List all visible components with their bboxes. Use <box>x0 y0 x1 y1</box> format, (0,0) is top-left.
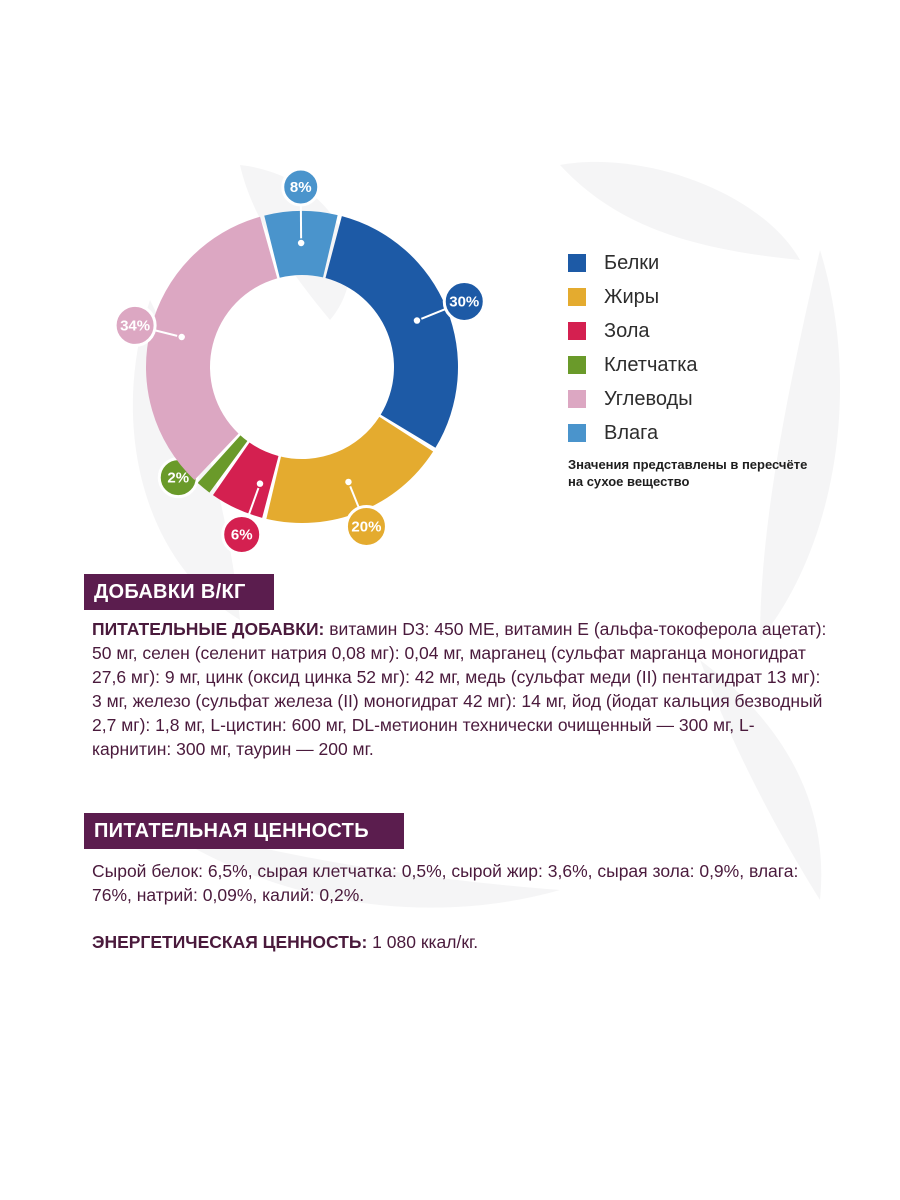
value-label-fiber: 2% <box>167 469 190 487</box>
connector-dot-carbs <box>178 333 186 341</box>
connector-dot-moisture <box>297 239 305 247</box>
legend-item-protein <box>568 246 698 280</box>
legend-label: Зола <box>604 319 650 342</box>
energy-lead: ЭНЕРГЕТИЧЕСКАЯ ЦЕННОСТЬ: <box>92 932 368 952</box>
nutrition-header: ПИТАТЕЛЬНАЯ ЦЕННОСТЬ <box>84 813 404 849</box>
slice-protein <box>326 216 458 448</box>
connector-dot-fat <box>344 478 352 486</box>
energy-body: 1 080 ккал/кг. <box>367 932 479 952</box>
legend-label: Углеводы <box>604 387 693 410</box>
legend-item-fiber <box>568 348 698 382</box>
value-label-protein: 30% <box>449 293 480 311</box>
legend-swatch <box>568 288 586 306</box>
value-label-ash: 6% <box>230 526 253 544</box>
legend-label: Клетчатка <box>604 353 698 376</box>
legend-label: Влага <box>604 421 659 444</box>
legend-swatch <box>568 424 586 442</box>
legend-swatch <box>568 254 586 272</box>
legend-swatch <box>568 322 586 340</box>
slice-ash <box>213 443 279 518</box>
additives-header: ДОБАВКИ В/КГ <box>84 574 274 610</box>
nutrition-text: Сырой белок: 6,5%, сырая клетчатка: 0,5%, сырой жир: 3,6%, сырая зола: 0,9%, влага: 76%, натрий: 0,09%, калий: 0,2%. <box>92 861 799 905</box>
additives-text <box>92 617 832 761</box>
slice-fat <box>266 417 433 523</box>
legend-item-carbs <box>568 382 698 416</box>
value-label-carbs: 34% <box>120 317 151 335</box>
legend-item-moisture <box>568 416 698 450</box>
legend-swatch <box>568 356 586 374</box>
value-label-moisture: 8% <box>289 179 312 197</box>
chart-note: Значения представлены в пересчёте на сухое вещество <box>568 457 808 489</box>
energy-text <box>92 930 832 954</box>
chart-legend <box>568 246 698 450</box>
legend-label: Жиры <box>604 285 660 308</box>
legend-item-fat <box>568 280 698 314</box>
connector-dot-protein <box>413 317 421 325</box>
legend-item-ash <box>568 314 698 348</box>
legend-label: Белки <box>604 251 660 274</box>
legend-swatch <box>568 390 586 408</box>
additives-body: витамин D3: 450 МЕ, витамин Е (альфа-токоферола ацетат): 50 мг, селен (селенит натрия 0,08 мг): 0,04 мг, марганец (сульфат марганца моногидрат 27,6 мг): 9 мг, цинк (оксид цинка 52 мг): 42 мг, медь (сульфат меди (II) пентагидрат 13 мг): 3 мг, железо (сульфат железа (II) моногидрат 42 мг): 14 мг, йод (йодат кальция безводный 2,7 мг): 1,8 мг, L-цистин: 600 мг, DL-метионин технически очищенный — 300 мг, L-карнитин: 300 мг, таурин — 200 мг. <box>92 619 827 759</box>
additives-lead: ПИТАТЕЛЬНЫЕ ДОБАВКИ: <box>92 619 325 639</box>
value-label-fat: 20% <box>351 518 382 536</box>
slice-carbs <box>146 217 277 480</box>
connector-dot-ash <box>256 480 264 488</box>
